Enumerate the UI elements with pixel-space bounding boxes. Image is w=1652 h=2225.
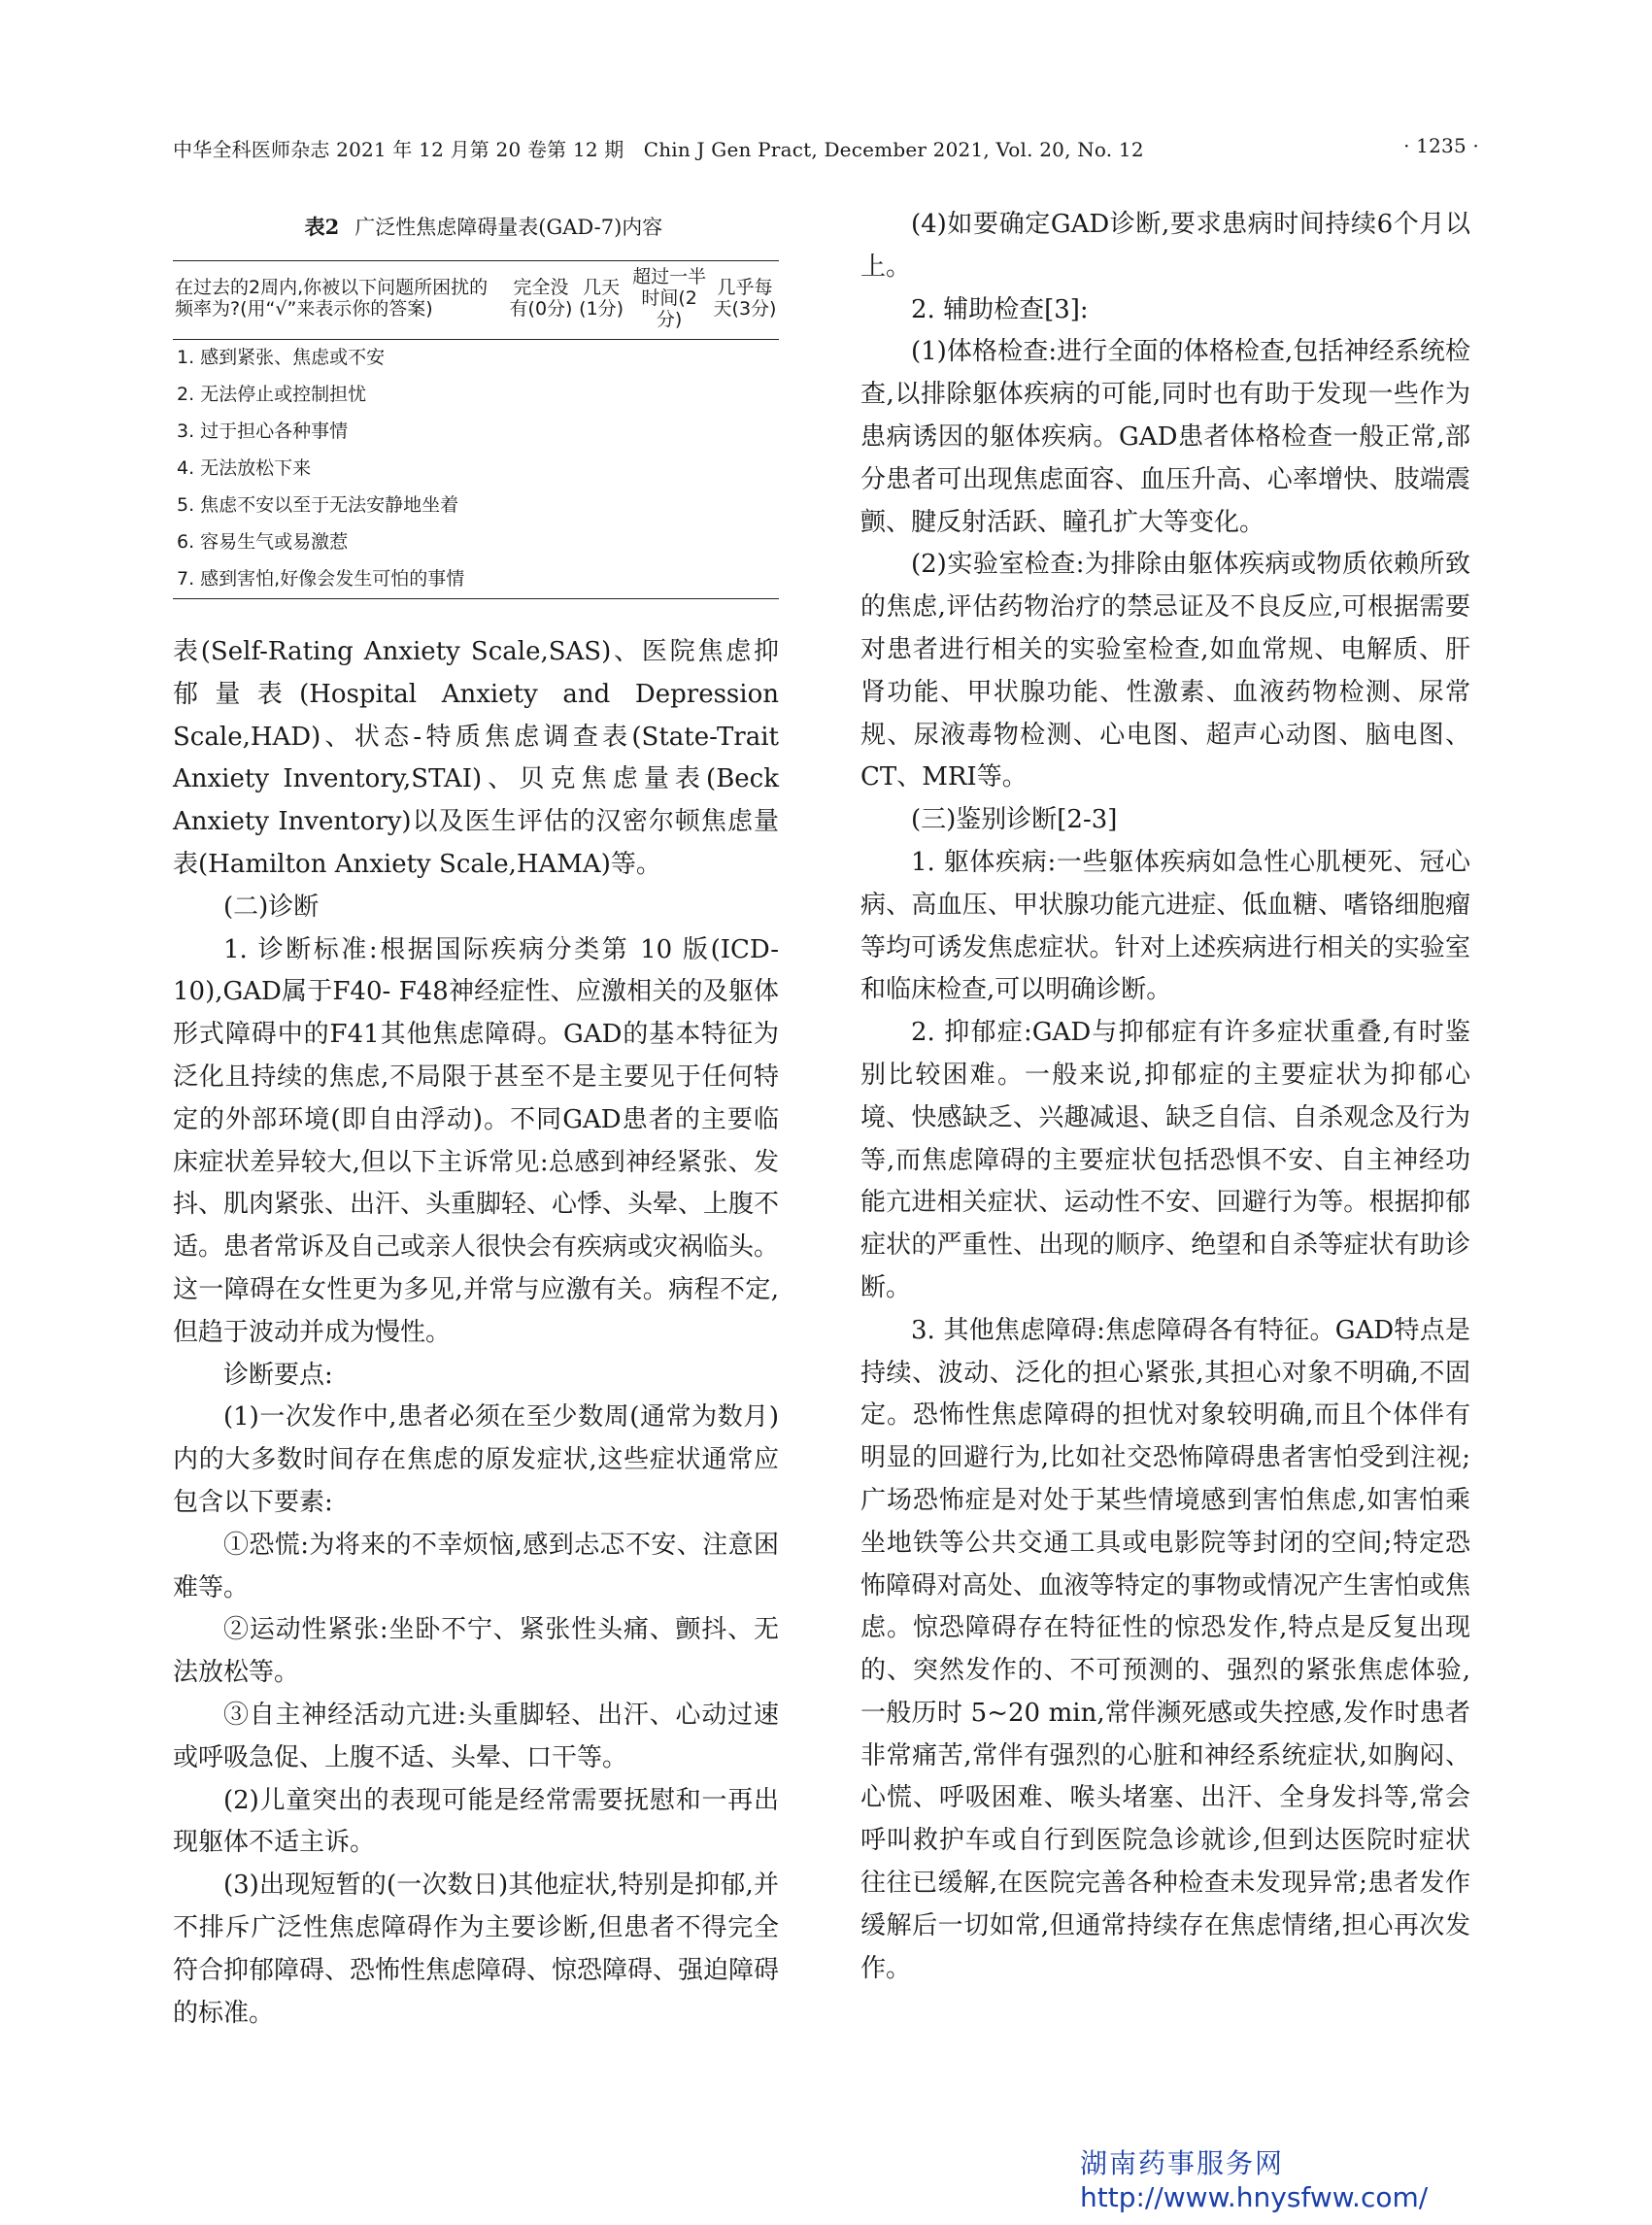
watermark-site-name: 湖南药事服务网 bbox=[1080, 2147, 1285, 2179]
table-row bbox=[173, 561, 779, 599]
table-header-question: 在过去的2周内,你被以下问题所困扰的频率为?(用“√”来表示你的答案) bbox=[173, 261, 507, 340]
left-body-text bbox=[173, 631, 779, 2035]
page-number: · 1235 · bbox=[1403, 134, 1479, 157]
table-header-row bbox=[173, 261, 779, 340]
table-title: 广泛性焦虑障碍量表(GAD-7)内容 bbox=[354, 216, 663, 239]
table-cell: 4. 无法放松下来 bbox=[177, 456, 312, 479]
paragraph: (2)儿童突出的表现可能是经常需要抚慰和一再出现躯体不适主诉。 bbox=[173, 1785, 779, 1858]
running-header bbox=[173, 134, 1479, 173]
table-cell: 5. 焦虑不安以至于无法安静地坐着 bbox=[177, 493, 459, 516]
paragraph: 3. 其他焦虑障碍:焦虑障碍各有特征。GAD特点是持续、波动、泛化的担心紧张,其担心对象不明确,不固定。恐怖性焦虑障碍的担忧对象较明确,而且个体伴有明显的回避行为,比如社交恐怖障碍患者害怕受到注视;广场恐怖症是对处于某些情境感到害怕焦虑,如害怕乘坐地铁等公共交通工具或电影院等封闭的空间;特定恐怖障碍对高处、血液等特定的事物或情况产生害怕或焦虑。惊恐障碍存在特征性的惊恐发作,特点是反复出现的、突然发作的、不可预测的、强烈的紧张焦虑体验,一般历时 5~20 min,常伴濒死感或失控感,发作时患者非常痛苦,常伴有强烈的心脏和神经系统症状,如胸闷、心慌、呼吸困难、喉头堵塞、出汗、全身发抖等,常会呼叫救护车或自行到医院急诊就诊,但到达医院时症状往往已缓解,在医院完善各种检查未发现异常;患者发作缓解后一切如常,但通常持续存在焦虑情绪,担心再次发作。 bbox=[860, 1315, 1470, 1983]
paragraph: (2)实验室检查:为排除由躯体疾病或物质依赖所致的焦虑,评估药物治疗的禁忌证及不良反应,可根据需要对患者进行相关的实验室检查,如血常规、电解质、肝肾功能、甲状腺功能、性激素、血液药物检测、尿常规、尿液毒物检测、心电图、超声心动图、脑电图、CT、MRI等。 bbox=[860, 550, 1470, 792]
subheading: 2. 辅助检查[3]: bbox=[911, 294, 1089, 324]
subheading: 诊断要点: bbox=[223, 1360, 333, 1390]
table-row bbox=[173, 377, 779, 414]
table-cell: 7. 感到害怕,好像会发生可怕的事情 bbox=[173, 561, 779, 599]
paragraph: (3)出现短暂的(一次数日)其他症状,特别是抑郁,并不排斥广泛性焦虑障碍作为主要诊断,但患者不得完全符合抑郁障碍、恐怖性焦虑障碍、惊恐障碍、强迫障碍的标准。 bbox=[173, 1871, 780, 2028]
table-row bbox=[173, 488, 779, 524]
section-heading: (二)诊断 bbox=[223, 892, 320, 922]
right-body-text bbox=[860, 204, 1470, 1990]
table-header-col-0: 完全没有(0分) bbox=[507, 261, 575, 340]
paragraph: ①恐慌:为将来的不幸烦恼,感到忐忑不安、注意困难等。 bbox=[173, 1530, 779, 1602]
table-cell: 2. 无法停止或控制担忧 bbox=[177, 383, 367, 405]
paragraph: (1)一次发作中,患者必须在至少数周(通常为数月)内的大多数时间存在焦虑的原发症状,这些症状通常应包含以下要素: bbox=[173, 1402, 779, 1517]
table-header-col-1: 几天(1分) bbox=[575, 261, 627, 340]
paragraph: (1)体格检查:进行全面的体格检查,包括神经系统检查,以排除躯体疾病的可能,同时也有助于发现一些作为患病诱因的躯体疾病。GAD患者体格检查一般正常,部分患者可出现焦虑面容、血压升高、心率增快、肢端震颤、腱反射活跃、瞳孔扩大等变化。 bbox=[860, 337, 1470, 537]
table-header-col-2: 超过一半时间(2分) bbox=[627, 261, 711, 340]
table-cell: 3. 过于担心各种事情 bbox=[177, 420, 349, 442]
left-column bbox=[173, 204, 794, 2028]
table-row bbox=[173, 451, 779, 488]
table-cell: 6. 容易生气或易激惹 bbox=[177, 530, 349, 553]
table-row bbox=[173, 414, 779, 451]
table-row bbox=[173, 524, 779, 561]
watermark-url[interactable]: http://www.hnysfww.com/ bbox=[1080, 2181, 1429, 2213]
table-header-col-3: 几乎每天(3分) bbox=[711, 261, 779, 340]
paragraph: 1. 诊断标准:根据国际疾病分类第 10 版(ICD-10),GAD属于F40- F48神经症性、应激相关的及躯体形式障碍中的F41其他焦虑障碍。GAD的基本特征为泛化且持续的焦虑,不局限于甚至不是主要见于任何特定的外部环境(即自由浮动)。不同GAD患者的主要临床症状差异较大,但以下主诉常见:总感到神经紧张、发抖、肌肉紧张、出汗、头重脚轻、心悸、头晕、上腹不适。患者常诉及自己或亲人很快会有疾病或灾祸临头。这一障碍在女性更为多见,并常与应激有关。病程不定,但趋于波动并成为慢性。 bbox=[173, 934, 780, 1347]
gad7-table bbox=[173, 260, 779, 599]
paragraph: 1. 躯体疾病:一些躯体疾病如急性心肌梗死、冠心病、高血压、甲状腺功能亢进症、低血糖、嗜铬细胞瘤等均可诱发焦虑症状。针对上述疾病进行相关的实验室和临床检查,可以明确诊断。 bbox=[860, 847, 1470, 1005]
paragraph: 2. 抑郁症:GAD与抑郁症有许多症状重叠,有时鉴别比较困难。一般来说,抑郁症的主要症状为抑郁心境、快感缺乏、兴趣减退、缺乏自信、自杀观念及行为等,而焦虑障碍的主要症状包括恐惧不安、自主神经功能亢进相关症状、运动性不安、回避行为等。根据抑郁症状的严重性、出现的顺序、绝望和自杀等症状有助诊断。 bbox=[860, 1018, 1470, 1302]
table-caption bbox=[173, 212, 794, 241]
table-number: 表2 bbox=[304, 215, 340, 239]
table-cell: 1. 感到紧张、焦虑或不安 bbox=[177, 346, 386, 368]
table-row bbox=[173, 339, 779, 377]
site-watermark bbox=[1080, 2146, 1488, 2214]
paragraph: (4)如要确定GAD诊断,要求患病时间持续6个月以上。 bbox=[860, 210, 1470, 282]
section-heading: (三)鉴别诊断[2-3] bbox=[911, 805, 1118, 835]
paragraph: ③自主神经活动亢进:头重脚轻、出汗、心动过速或呼吸急促、上腹不适、头晕、口干等。 bbox=[173, 1700, 779, 1772]
paragraph: ②运动性紧张:坐卧不宁、紧张性头痛、颤抖、无法放松等。 bbox=[173, 1615, 779, 1688]
paragraph: 表(Self-Rating Anxiety Scale,SAS)、医院焦虑抑郁量表(Hospital Anxiety and Depression Scale,HAD)、状态-特质焦虑调查表(State-Trait Anxiety Inventory,STAI)、贝克焦虑量表(Beck Anxiety Inventory)以及医生评估的汉密尔顿焦虑量表(Hamilton Anxiety Scale,HAMA)等。 bbox=[173, 637, 779, 879]
journal-citation: 中华全科医师杂志 2021 年 12 月第 20 卷第 12 期 Chin J Gen Pract, December 2021, Vol. 20, No. 12 bbox=[173, 138, 1144, 161]
